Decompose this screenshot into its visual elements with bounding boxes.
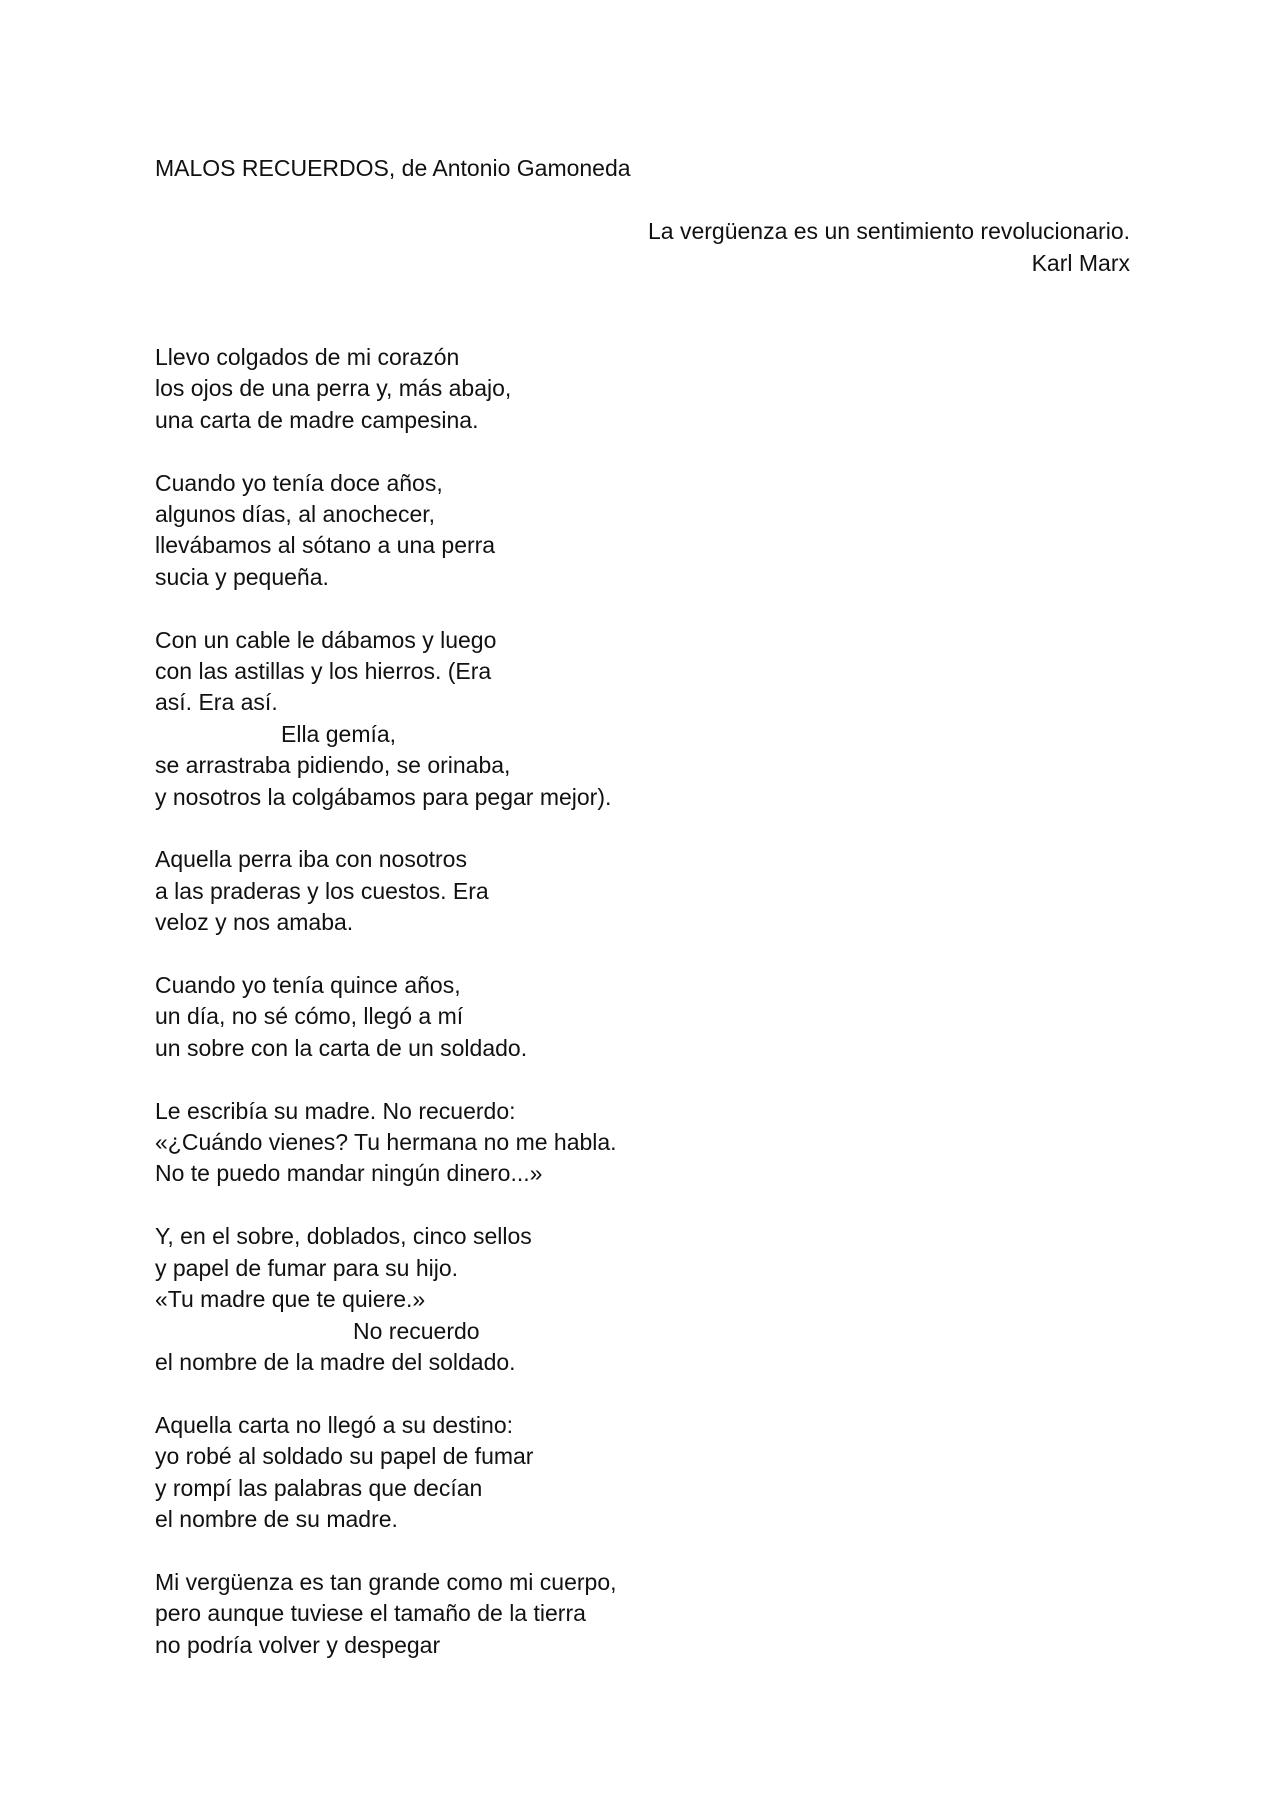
poem-line: el nombre de su madre. [155, 1505, 398, 1532]
poem-line: No te puedo mandar ningún dinero...» [155, 1160, 543, 1187]
poem-line: no podría volver y despegar [155, 1631, 441, 1658]
poem-stanza [155, 844, 1055, 938]
poem-line: los ojos de una perra y, más abajo, [155, 375, 512, 402]
poem-body [155, 342, 1055, 1661]
poem-line: «¿Cuándo vienes? Tu hermana no me habla. [155, 1129, 617, 1156]
epigraph [648, 216, 1130, 279]
poem-line: una carta de madre campesina. [155, 406, 479, 433]
poem-line: Cuando yo tenía quince años, [155, 972, 461, 999]
poem-line: sucia y pequeña. [155, 563, 329, 590]
epigraph-quote: La vergüenza es un sentimiento revolucionario. [647, 218, 1130, 244]
poem-line: Y, en el sobre, doblados, cinco sellos [155, 1223, 532, 1250]
poem-line: Cuando yo tenía doce años, [155, 469, 443, 496]
poem-line: Llevo colgados de mi corazón [155, 344, 460, 370]
poem-line: yo robé al soldado su papel de fumar [155, 1443, 534, 1470]
poem-line: «Tu madre que te quiere.» [155, 1286, 426, 1313]
poem-line: Mi vergüenza es tan grande como mi cuerpo, [155, 1568, 617, 1595]
poem-stanza [155, 1410, 1055, 1536]
poem-stanza [155, 970, 1055, 1064]
poem-line: y rompí las palabras que decían [155, 1474, 483, 1501]
poem-line: Ella gemía, [281, 720, 397, 747]
poem-line: se arrastraba pidiendo, se orinaba, [155, 752, 511, 779]
poem-line: Con un cable le dábamos y luego [155, 626, 497, 653]
poem-line: y nosotros la colgábamos para pegar mejor). [155, 783, 612, 810]
poem-line: un sobre con la carta de un soldado. [155, 1034, 528, 1061]
poem-line: Aquella carta no llegó a su destino: [155, 1411, 514, 1438]
poem-line: con las astillas y los hierros. (Era [155, 658, 492, 685]
epigraph-author: Karl Marx [1031, 249, 1130, 276]
poem-line: y papel de fumar para su hijo. [155, 1254, 459, 1281]
poem-line: Le escribía su madre. No recuerdo: [155, 1097, 516, 1124]
poem-line: a las praderas y los cuestos. Era [155, 877, 489, 904]
poem-line: No recuerdo [353, 1317, 480, 1344]
poem-line: un día, no sé cómo, llegó a mí [155, 1003, 464, 1030]
document-title: MALOS RECUERDOS, de Antonio Gamoneda [155, 155, 631, 181]
poem-stanza [155, 1567, 1055, 1661]
poem-stanza [155, 1096, 1055, 1190]
poem-line: llevábamos al sótano a una perra [155, 532, 496, 559]
poem-line: así. Era así. [155, 689, 278, 716]
poem-line: el nombre de la madre del soldado. [155, 1348, 516, 1375]
poem-line: algunos días, al anochecer, [155, 501, 436, 528]
poem-line: Aquella perra iba con nosotros [155, 846, 467, 873]
poem-stanza [155, 342, 1055, 436]
poem-stanza [155, 468, 1055, 594]
poem-line: pero aunque tuviese el tamaño de la tierra [155, 1600, 586, 1627]
poem-line: veloz y nos amaba. [155, 909, 354, 936]
poem-stanza [155, 1221, 1055, 1378]
poem-stanza [155, 625, 1055, 813]
